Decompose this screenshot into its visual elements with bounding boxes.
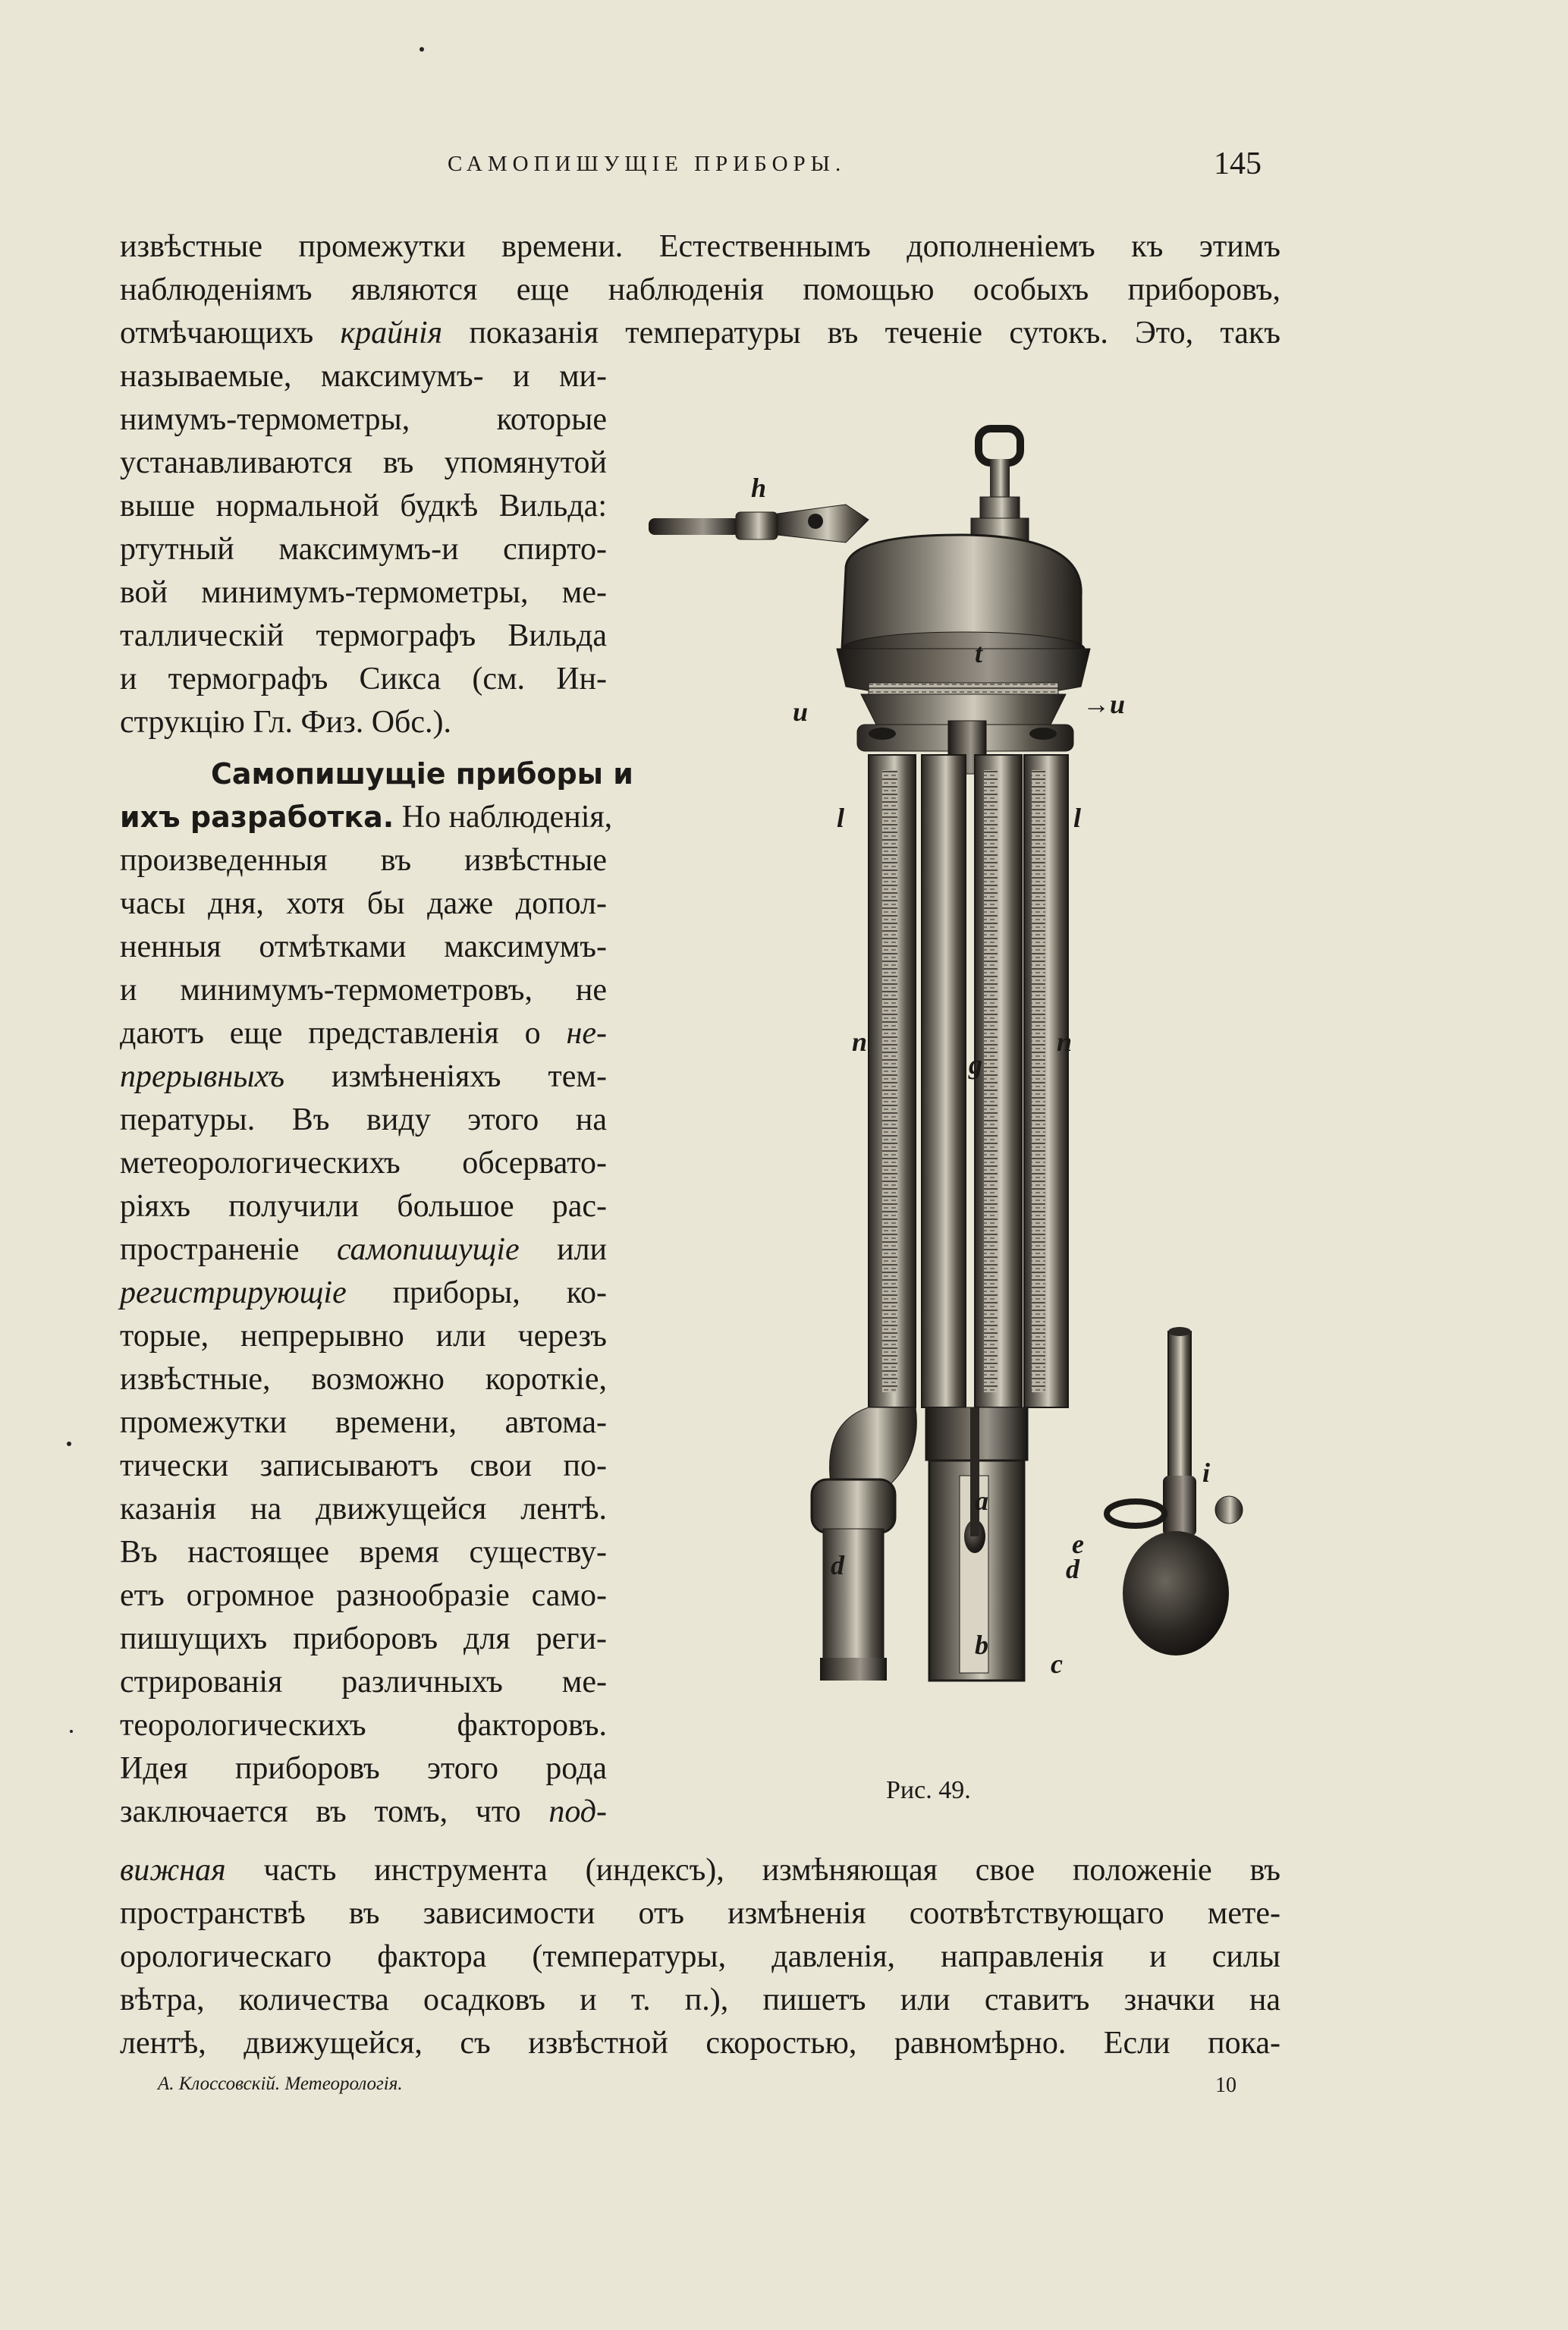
- italic-term: прерывныхъ: [120, 1059, 284, 1094]
- dome-housing: [837, 535, 1090, 725]
- text-run: измѣненіяхъ тем-: [284, 1059, 607, 1094]
- text-line: етъ огромное разнообразіе само-: [120, 1578, 607, 1613]
- signature-mark: 10: [1215, 2074, 1236, 2097]
- text-line: метеорологическихъ обсервато-: [120, 1146, 607, 1181]
- text-line: ртутный максимумъ-и спирто-: [120, 532, 607, 567]
- text-run: показанія температуры въ теченіе сутокъ. Это, такъ: [442, 316, 1280, 351]
- label-u-left: u: [793, 696, 809, 727]
- text-line: стрированія различныхъ ме-: [120, 1665, 607, 1700]
- label-c: c: [1051, 1649, 1063, 1679]
- footer-author: А. Клоссовскій. Метеорологія.: [158, 2074, 403, 2094]
- text-run: отмѣчающихъ: [120, 316, 341, 351]
- label-u-right: →u: [1083, 689, 1126, 719]
- text-run: даютъ еще представленія о: [120, 1016, 567, 1051]
- text-line: казанія на движущейся лентѣ.: [120, 1492, 607, 1527]
- italic-term: самопишущіе: [336, 1232, 520, 1267]
- text-line: ненныя отмѣтками максимумъ-: [120, 929, 607, 964]
- paper-speck: [419, 47, 424, 52]
- text-line: [120, 1228, 607, 1271]
- text-line: выше нормальной будкѣ Вильда:: [120, 489, 607, 524]
- italic-term: крайнія: [340, 316, 443, 351]
- text-line: и минимумъ-термометровъ, не: [120, 973, 607, 1008]
- text-line: лентѣ, движущейся, съ извѣстной скоростью, равномѣрно. Если пока-: [120, 2026, 1280, 2061]
- text-line: называемые, максимумъ- и ми-: [120, 359, 607, 394]
- italic-term: под-: [548, 1794, 607, 1829]
- text-line: произведенныя въ извѣстные: [120, 843, 607, 878]
- text-line: и термографъ Сикса (см. Ин-: [120, 662, 607, 696]
- label-b: b: [975, 1630, 988, 1660]
- label-h: h: [751, 473, 767, 503]
- text-line: вой минимумъ-термометры, ме-: [120, 575, 607, 610]
- section-heading: Самопишущіе приборы и: [211, 757, 633, 791]
- italic-term: вижная: [120, 1853, 226, 1888]
- text-line: [120, 1055, 607, 1098]
- text-line: пишущихъ приборовъ для реги-: [120, 1621, 607, 1656]
- text-line: нимумъ-термометры, которые: [120, 402, 607, 437]
- lower-reservoir: [812, 1407, 916, 1681]
- paper-speck: [70, 1730, 73, 1733]
- text-line: пространствѣ въ зависимости отъ измѣненія соотвѣтствующаго мете-: [120, 1896, 1280, 1931]
- text-run: пространеніе: [120, 1232, 337, 1267]
- text-line: струкцію Гл. Физ. Обс.).: [120, 705, 452, 740]
- label-d-left: d: [831, 1550, 844, 1580]
- running-head: САМОПИШУЩІЕ ПРИБОРЫ.: [448, 152, 847, 176]
- label-a: a: [975, 1486, 988, 1516]
- text-line: промежутки времени, автома-: [120, 1405, 607, 1440]
- text-line: часы дня, хотя бы даже допол-: [120, 886, 607, 921]
- text-line: [120, 312, 1280, 354]
- text-line: ріяхъ получили большое рас-: [120, 1189, 607, 1224]
- paper-speck: [67, 1442, 71, 1446]
- winding-key: [971, 429, 1029, 546]
- label-d-right: d: [1066, 1554, 1079, 1584]
- text-line: тически записываютъ свои по-: [120, 1448, 607, 1483]
- text-line: [120, 1272, 607, 1314]
- text-line: Въ настоящее время существу-: [120, 1535, 607, 1570]
- label-g: g: [969, 1049, 982, 1080]
- text-line: [120, 1791, 607, 1833]
- label-l-right: l: [1073, 803, 1082, 833]
- text-line: извѣстные промежутки времени. Естественнымъ дополненіемъ къ этимъ: [120, 229, 1280, 264]
- page-number: 145: [1214, 146, 1262, 181]
- text-run: часть инструмента (индексъ), измѣняющая свое положеніе въ: [225, 1853, 1280, 1888]
- italic-term: не-: [566, 1016, 607, 1051]
- text-line: устанавливаются въ упомянутой: [120, 445, 607, 480]
- figure-caption: Рис. 49.: [886, 1776, 971, 1804]
- text-line: торые, непрерывно или черезъ: [120, 1319, 607, 1354]
- text-line: пературы. Въ виду этого на: [120, 1102, 607, 1137]
- label-n-left: n: [852, 1027, 868, 1057]
- text-run: Но наблюденія,: [394, 800, 613, 835]
- text-line: орологическаго фактора (температуры, давленія, направленія и силы: [120, 1939, 1280, 1974]
- text-line: [120, 796, 613, 838]
- label-i: i: [1202, 1457, 1211, 1488]
- instrument-illustration: [641, 421, 1271, 1756]
- text-line: теорологическихъ факторовъ.: [120, 1708, 607, 1743]
- label-t: t: [975, 638, 983, 668]
- label-n-right: n: [1057, 1027, 1073, 1057]
- text-run: или: [519, 1232, 607, 1267]
- text-run: заключается въ томъ, что: [120, 1794, 549, 1829]
- text-run: приборы, ко-: [346, 1275, 607, 1310]
- text-line: [120, 1849, 1280, 1891]
- text-line: вѣтра, количества осадковъ и т. п.), пишетъ или ставитъ значки на: [120, 1983, 1280, 2017]
- italic-term: регистрирующіе: [120, 1275, 347, 1310]
- aspirator-bulb: [1107, 1327, 1243, 1656]
- section-heading-cont: ихъ разработка.: [120, 800, 394, 834]
- text-line: таллическій термографъ Вильда: [120, 618, 607, 653]
- label-e: e: [1072, 1529, 1084, 1559]
- text-line: наблюденіямъ являются еще наблюденія помощью особыхъ приборовъ,: [120, 272, 1280, 307]
- thermometer-tubes: [869, 755, 1068, 1407]
- text-line: Идея приборовъ этого рода: [120, 1751, 607, 1786]
- label-l-left: l: [837, 803, 845, 833]
- text-line: [120, 1012, 607, 1055]
- text-line: извѣстные, возможно короткіе,: [120, 1362, 607, 1397]
